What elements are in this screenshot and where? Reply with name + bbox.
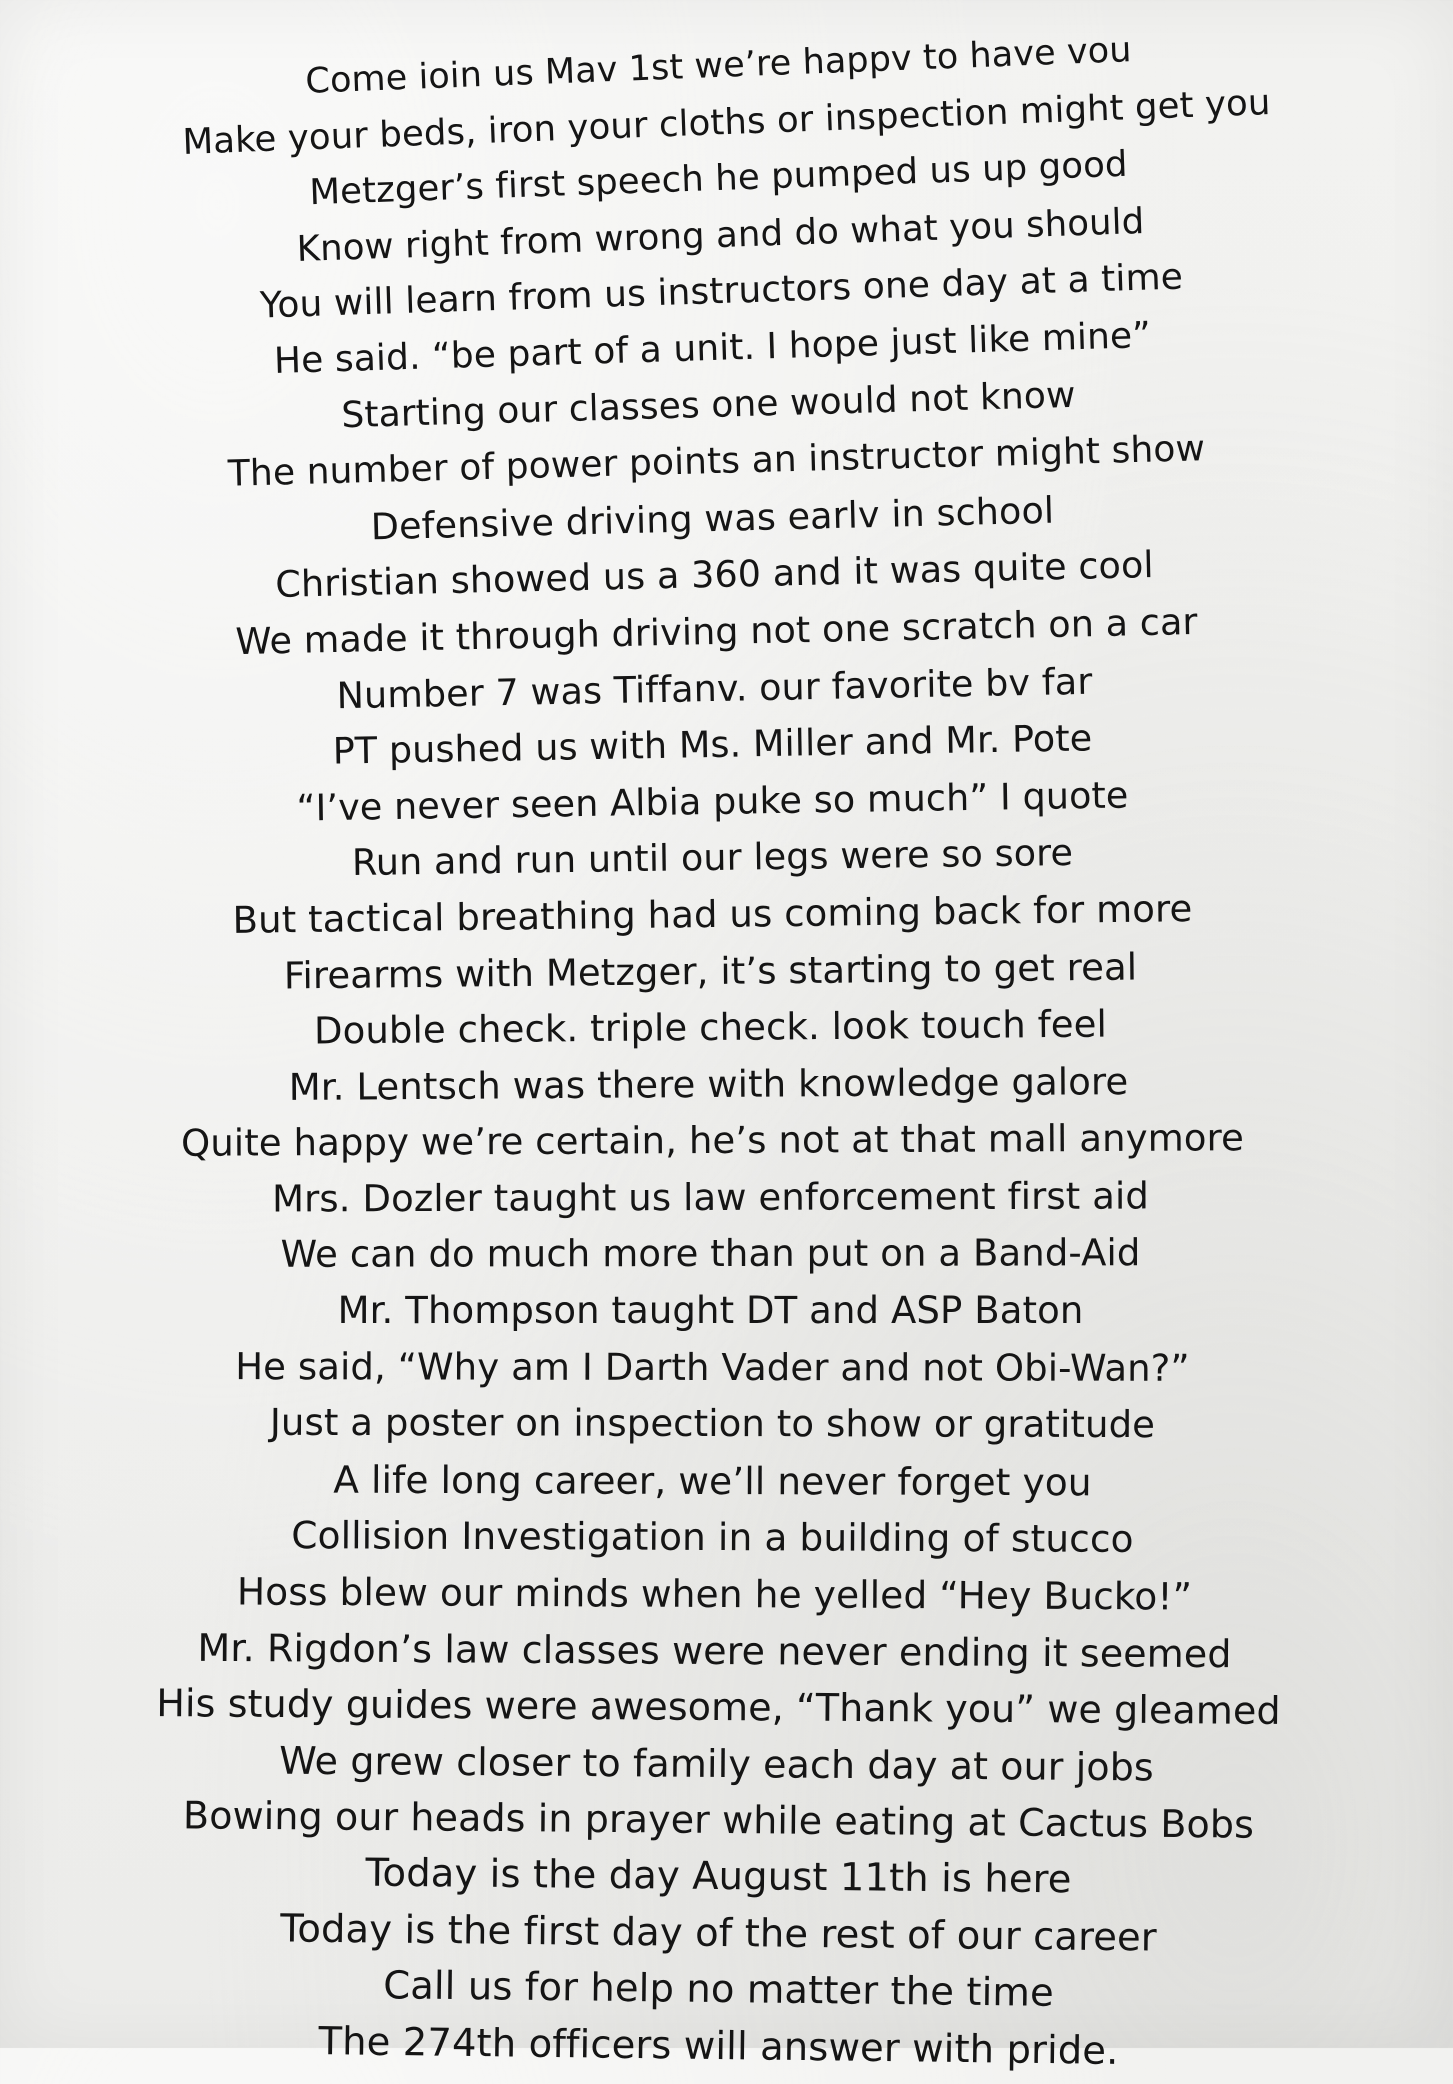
poem-line: A life long career, we’ll never forget you [333, 1457, 1092, 1505]
poem-line: Mr. Thompson taught DT and ASP Baton [337, 1289, 1084, 1333]
poem-line: Double check. triple check. look touch feel [313, 1002, 1108, 1053]
poem-line: Today is the day August 11th is here [365, 1850, 1072, 1903]
poem-line: Hoss blew our minds when he yelled “Hey Bucko!” [236, 1569, 1193, 1619]
poem-line: Call us for help no matter the time [382, 1963, 1055, 2016]
poem-line: “I’ve never seen Albia puke so much” I quote [296, 773, 1129, 830]
poem-line: We grew closer to family each day at our jobs [279, 1738, 1154, 1790]
poem-line: Mr. Rigdon’s law classes were never ending it seemed [197, 1625, 1232, 1676]
poem-line: Mr. Lentsch was there with knowledge galore [288, 1059, 1129, 1109]
poem-line: Metzger’s first speech he pumped us up good [308, 143, 1129, 214]
poem-line: He said, “Why am I Darth Vader and not Obi-Wan?” [235, 1344, 1190, 1390]
poem-line: He said. “be part of a unit. I hope just like mine” [273, 314, 1152, 382]
poem-line: Defensive driving was earlv in school [370, 488, 1055, 549]
poem-line: Just a poster on inspection to show or gratitude [269, 1401, 1156, 1447]
poem-line: We made it through driving not one scratch on a car [235, 599, 1198, 664]
poem-line: Quite happy we’re certain, he’s not at that mall anymore [180, 1116, 1245, 1166]
poem-line: The number of power points an instructor might show [227, 428, 1206, 495]
poem-line: Collision Investigation in a building of stucco [291, 1513, 1134, 1562]
poem-line: You will learn from us instructors one day at a time [259, 256, 1184, 327]
poem-line: PT pushed us with Ms. Miller and Mr. Pote [332, 716, 1093, 773]
poem-line: Today is the first day of the rest of our career [280, 1906, 1157, 1961]
poem-line: Number 7 was Tiffanv. our favorite bv far [336, 659, 1093, 717]
poem-line: Know right from wrong and do what you should [296, 200, 1145, 270]
poem-line: Bowing our heads in prayer while eating at Cactus Bobs [182, 1793, 1255, 1848]
poem [0, 30, 1453, 2075]
poem-line: But tactical breathing had us coming back for more [232, 887, 1193, 942]
poem-line: Mrs. Dozler taught us law enforcement first aid [271, 1174, 1150, 1221]
poem-line: His study guides were awesome, “Thank you” we gleamed [156, 1681, 1281, 1734]
poem-line: Starting our classes one would not know [340, 374, 1077, 436]
poem-line: Firearms with Metzger, it’s starting to get real [283, 945, 1138, 997]
poem-line: The 274th officers will answer with pride. [318, 2018, 1119, 2074]
poem-line: Run and run until our legs were so sore [351, 831, 1074, 885]
poem-line: We can do much more than put on a Band-Aid [280, 1231, 1141, 1277]
poem-line: Come ioin us Mav 1st we’re happv to have vou [304, 30, 1133, 102]
poem-line: Christian showed us a 360 and it was quite cool [274, 543, 1155, 607]
poem-line: Make your beds, iron your cloths or inspection might get you [181, 81, 1272, 163]
